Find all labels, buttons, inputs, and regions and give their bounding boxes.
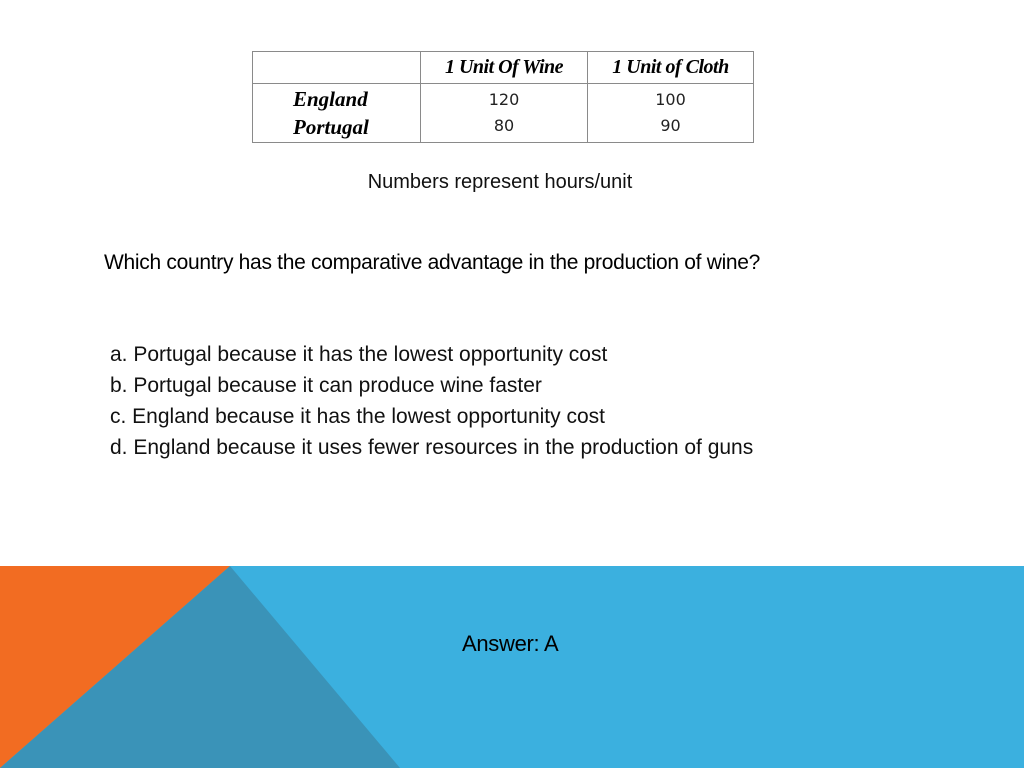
table-note: Numbers represent hours/unit — [367, 171, 633, 193]
question-text: Which country has the comparative advantage in the production of wine? — [104, 251, 761, 274]
option-b: b. Portugal because it can produce wine faster — [110, 374, 542, 397]
table-header-row — [253, 52, 754, 84]
option-c: c. England because it has the lowest opportunity cost — [110, 405, 605, 428]
country-portugal: Portugal — [293, 115, 369, 139]
answer-text: Answer: A — [462, 631, 559, 656]
table-row — [253, 84, 754, 143]
wine-value-portugal: 80 — [493, 116, 515, 135]
cloth-value-portugal: 90 — [660, 116, 681, 135]
country-england: England — [293, 87, 368, 111]
hours-table — [252, 51, 754, 143]
wine-values-cell — [421, 84, 588, 143]
answer-options — [110, 339, 753, 463]
wine-value-england: 120 — [488, 90, 520, 109]
option-d: d. England because it uses fewer resources in the production of guns — [110, 436, 754, 459]
country-column — [253, 84, 421, 143]
option-a: a. Portugal because it has the lowest opportunity cost — [110, 343, 608, 366]
cloth-values-cell — [588, 84, 754, 143]
table-header-wine: 1 Unit Of Wine — [421, 52, 588, 84]
table-header-empty — [253, 52, 421, 84]
footer-band — [0, 566, 1024, 768]
table-header-cloth: 1 Unit of Cloth — [588, 52, 754, 84]
cloth-value-england: 100 — [655, 90, 686, 109]
